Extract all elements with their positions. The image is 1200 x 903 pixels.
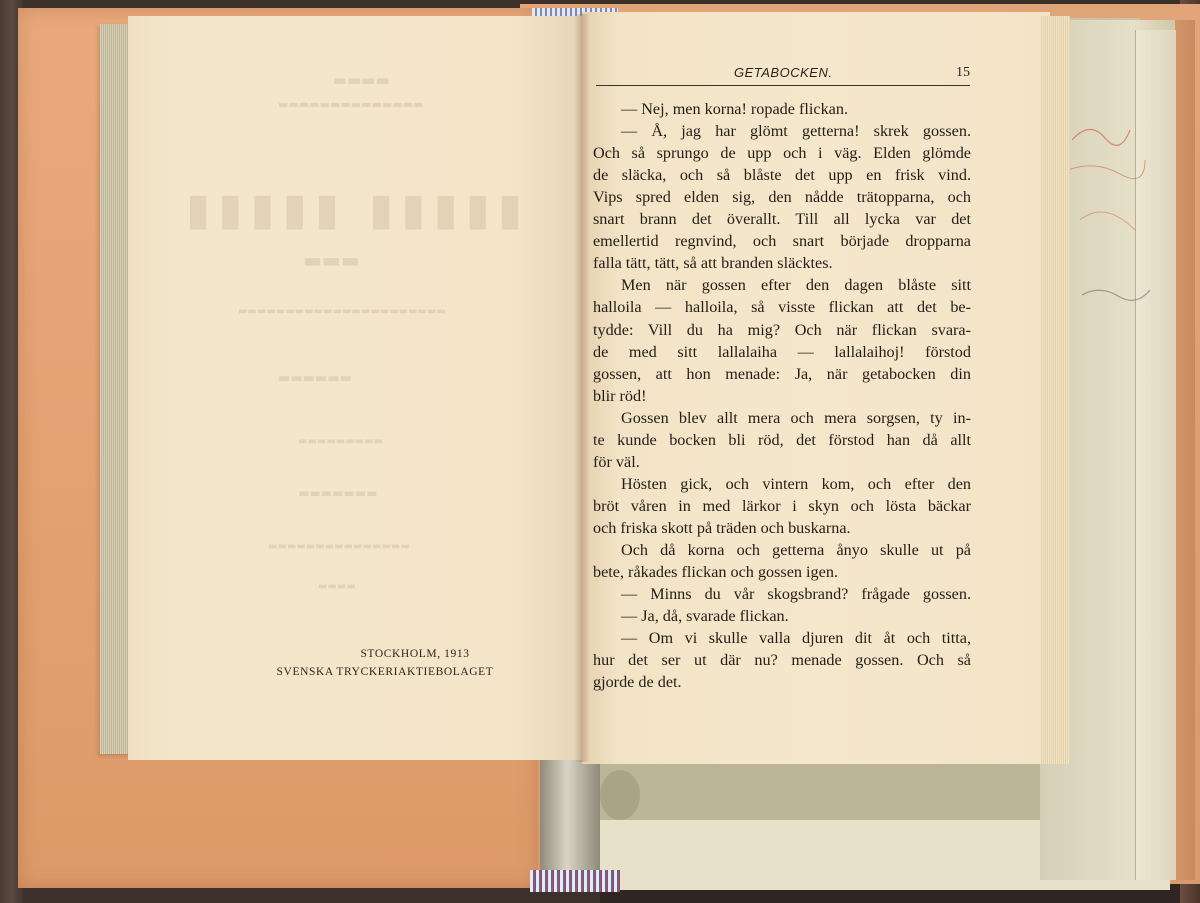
text-line: de släcka, och så blåste det upp en frisk vind. (593, 166, 971, 185)
text-line: — Å, jag har glömt getterna! skrek gossen. (621, 122, 971, 141)
imprint-printer: SVENSKA TRYCKERIAKTIEBOLAGET (276, 666, 494, 678)
show-through-text: ▬▬▬▬ (333, 71, 390, 89)
show-through-text: ▬▬▬▬▬▬▬ (298, 486, 378, 500)
text-line: Och så sprungo de upp och i väg. Elden glömde (593, 144, 971, 163)
text-line: för väl. (593, 452, 640, 471)
text-line: — Ja, då, svarade flickan. (621, 607, 789, 626)
text-line: Vips spred elden sig, den nådde trätopparna, och (593, 188, 971, 207)
text-line: — Om vi skulle valla djuren dit åt och titta, (621, 629, 971, 648)
show-through-text: ▬▬▬▬▬▬▬▬▬▬▬▬▬▬ (278, 98, 424, 111)
pencil-marks (1060, 100, 1160, 320)
text-line: Gossen blev allt mera och mera sorgsen, ty in- (621, 408, 971, 427)
text-line: halloila — halloila, så visste flickan att det be- (593, 298, 971, 317)
text-line: — Minns du vår skogsbrand? frågade gossen. (621, 585, 971, 604)
page-number: 15 (956, 65, 970, 80)
show-through-text: ▬▬▬ (303, 248, 360, 272)
imprint-place-year: STOCKHOLM, 1913 (360, 648, 470, 660)
show-through-text: ▬▬▬▬▬▬▬▬▬▬▬▬▬▬▬ (268, 541, 410, 552)
text-line: tydde: Vill du ha mig? Och när flickan svara- (593, 320, 971, 339)
text-line: blir röd! (593, 386, 647, 405)
text-line: bröt våren in med lärkor i skyn och lösta bäckar (593, 496, 971, 515)
text-line: Men när gossen efter den dagen blåste sitt (621, 276, 971, 295)
text-line: gjorde de det. (593, 673, 682, 692)
show-through-title: ▮▮▮▮▮ ▮▮▮▮▮ (178, 184, 523, 235)
running-head-title: GETABOCKEN. (734, 65, 833, 80)
text-line: emellertid regnvind, och snart började dropparna (593, 232, 971, 251)
show-through-text: ▬▬▬▬▬▬ (278, 371, 352, 386)
show-through-text: ▬▬▬▬▬▬▬▬▬ (298, 436, 384, 447)
right-page-stack (1040, 16, 1070, 764)
headband-bottom (530, 870, 620, 892)
show-through-text: ▬▬▬▬▬▬▬▬▬▬▬▬▬▬▬▬▬▬▬▬▬▬ (238, 306, 446, 317)
text-line: de med sitt lallalaiha — lallalaihoj! förstod (593, 342, 971, 361)
text-line: Hösten gick, och vintern kom, och efter den (621, 474, 971, 493)
stain (600, 770, 640, 820)
text-line: och friska skott på träden och buskarna. (593, 518, 851, 537)
text-line: gossen, att hon menade: Ja, när getabocken din (593, 364, 971, 383)
running-head (596, 63, 970, 86)
book-spine (540, 745, 600, 885)
page-gutter (574, 14, 590, 762)
text-line: hur det ser ut där nu? menade gossen. Och så (593, 651, 971, 670)
show-through-text: ▬▬▬▬ (318, 581, 356, 592)
text-line: snart brann det överallt. Till all lycka var det (593, 210, 971, 229)
text-line: — Nej, men korna! ropade flickan. (621, 100, 848, 118)
text-line: Och då korna och getterna ånyo skulle ut på (621, 541, 971, 559)
text-line: te kunde bocken bli röd, det förstod han då allt (593, 430, 971, 449)
text-line: falla tätt, tätt, så att branden släcktes. (593, 254, 833, 273)
text-line: bete, råkades flickan och gossen igen. (593, 563, 838, 582)
